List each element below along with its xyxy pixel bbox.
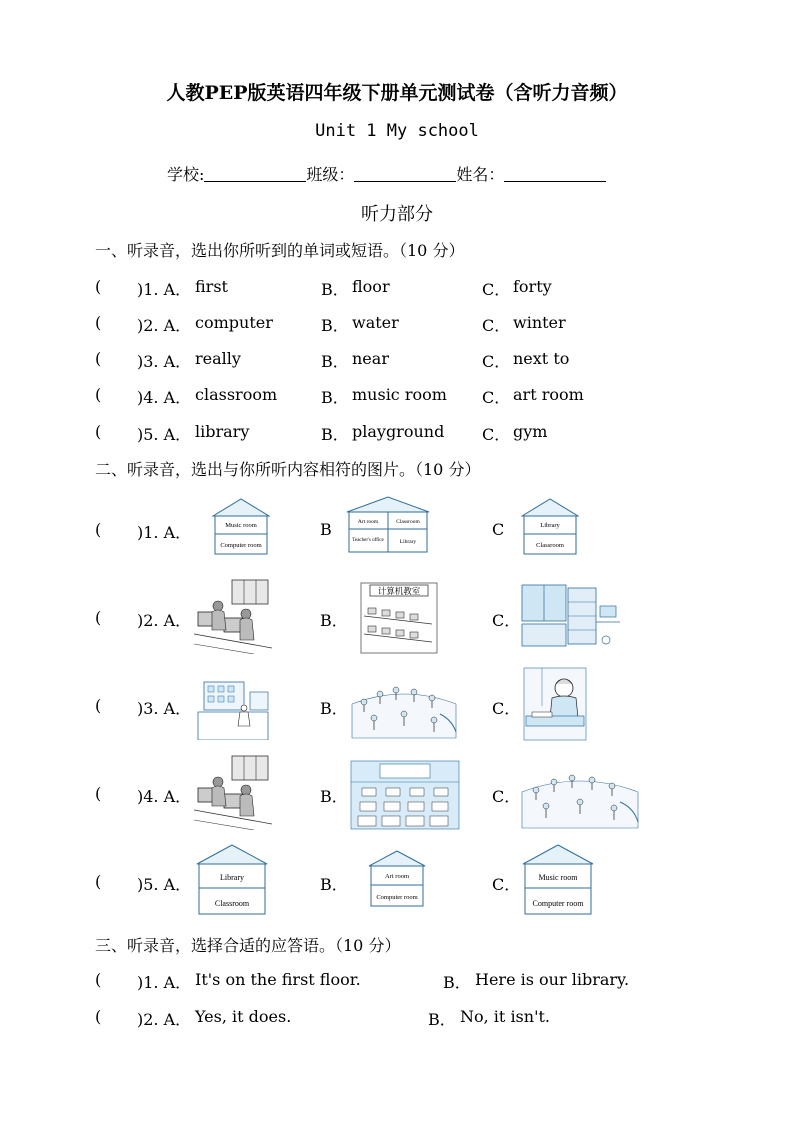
answer-paren[interactable]: ( [95,696,102,715]
option-c: forty [513,277,552,296]
room-label: Art room [384,873,410,880]
question-number: )2. A． [137,1010,192,1029]
option-c-label: C． [492,787,521,806]
question-number: )3. A． [137,352,192,371]
part1-heading: 一、听录音，选出你所听到的单词或短语。（10 分） [95,241,465,260]
room-label: Computer room [376,894,418,901]
option-c: art room [513,385,584,404]
listening-heading: 听力部分 [361,204,433,225]
option-b: near [352,349,389,368]
option-b: water [352,313,399,332]
picture-playground-children[interactable] [520,760,640,830]
part3-heading: 三、听录音，选择合适的应答语。（10 分） [95,936,401,955]
page-title: 人教PEP版英语四年级下册单元测试卷（含听力音频） [166,82,628,104]
option-a: first [195,277,228,296]
option-b-label: B． [321,425,349,444]
name-blank[interactable] [504,165,606,182]
question-number: )1. A． [137,280,192,299]
question-number: )1. A． [137,973,192,992]
house-diagram-art-computer[interactable] [368,850,426,908]
option-b-label: B [320,520,332,539]
option-a: computer [195,313,273,332]
option-c: winter [513,313,566,332]
class-label: 班级： [306,165,355,184]
option-b: floor [352,277,390,296]
picture-computer-lab-students[interactable] [194,754,272,830]
answer-paren[interactable]: ( [95,1007,102,1026]
option-c-label: C． [492,611,521,630]
picture-office-cabinets[interactable] [520,584,620,648]
school-label: 学校: [167,165,205,184]
house-diagram-music-computer[interactable] [212,498,270,556]
house-diagram-library-classroom[interactable] [196,844,268,916]
option-c-label: C． [482,352,511,371]
question-number: )4. A． [137,787,192,806]
option-b-label: B． [320,875,348,894]
picture-playground-children[interactable] [350,674,458,740]
part1-question-2 [95,313,695,333]
room-label: Classroom [214,899,250,908]
question-number: )2. A． [137,316,192,335]
answer-paren[interactable]: ( [95,970,102,989]
option-c-label: C． [482,388,511,407]
question-number: )1. A． [137,523,192,542]
answer-paren[interactable]: ( [95,422,102,441]
option-b-label: B． [320,611,348,630]
room-label: Library [540,522,560,529]
part1-question-3 [95,349,695,369]
class-blank[interactable] [354,165,456,182]
option-b: Here is our library. [475,970,630,989]
option-a: classroom [195,385,278,404]
part3-question-1 [95,970,695,990]
room-label: Music room [538,873,578,882]
answer-paren[interactable]: ( [95,520,102,539]
option-b-label: B． [321,316,349,335]
option-c: gym [513,422,548,441]
answer-paren[interactable]: ( [95,277,102,296]
option-b-label: B． [321,352,349,371]
option-c-label: C． [492,875,521,894]
house-diagram-four-rooms[interactable] [346,496,430,554]
room-label: Library [220,873,244,882]
picture-classroom-desks[interactable] [350,760,460,830]
room-sign: 计算机教室 [377,587,421,597]
option-c: next to [513,349,570,368]
question-number: )5. A． [137,875,192,894]
question-number: )2. A． [137,611,192,630]
part1-question-5 [95,422,695,442]
option-a: library [195,422,250,441]
answer-paren[interactable]: ( [95,784,102,803]
name-label: 姓名： [456,165,505,184]
option-b: music room [352,385,447,404]
option-c-label: C． [492,699,521,718]
house-diagram-music-computer[interactable] [522,844,594,916]
option-b: No, it isn't. [460,1007,550,1026]
option-b-label: B． [320,699,348,718]
part2-heading: 二、听录音，选出与你所听内容相符的图片。（10 分） [95,460,481,479]
room-label: Teacher's office [352,538,384,543]
room-label: Music room [225,522,257,529]
option-c-label: C． [482,425,511,444]
house-diagram-library-classroom[interactable] [521,498,579,556]
option-b-label: B． [443,973,471,992]
room-label: Classroom [536,542,564,549]
unit-title: Unit 1 My school [315,121,479,141]
picture-school-building[interactable] [194,668,272,740]
option-c-label: C． [482,280,511,299]
picture-girl-at-desk[interactable] [522,666,588,742]
answer-paren[interactable]: ( [95,872,102,891]
question-number: )5. A． [137,425,192,444]
part1-question-4 [95,385,695,405]
question-number: )3. A． [137,699,192,718]
picture-computer-classroom-empty[interactable] [360,582,438,654]
room-label: Computer room [220,542,262,549]
picture-computer-lab-students[interactable] [194,578,272,654]
answer-paren[interactable]: ( [95,608,102,627]
option-b-label: B． [321,280,349,299]
room-label: Computer room [532,899,584,908]
option-c-label: C． [482,316,511,335]
option-b: playground [352,422,445,441]
option-b-label: B． [321,388,349,407]
answer-paren[interactable]: ( [95,385,102,404]
room-label: Art room [357,519,379,525]
option-a: Yes, it does. [195,1007,292,1026]
part3-question-2 [95,1007,695,1027]
room-label: Classroom [396,519,420,525]
answer-paren[interactable]: ( [95,349,102,368]
option-a: It's on the first floor. [195,970,361,989]
option-b-label: B． [320,787,348,806]
room-label: Library [399,539,417,545]
question-number: )4. A． [137,388,192,407]
option-c-label: C [492,520,505,539]
student-info-line [167,162,606,185]
part1-question-1 [95,277,695,297]
option-a: really [195,349,241,368]
answer-paren[interactable]: ( [95,313,102,332]
school-blank[interactable] [204,165,306,182]
option-b-label: B． [428,1010,456,1029]
